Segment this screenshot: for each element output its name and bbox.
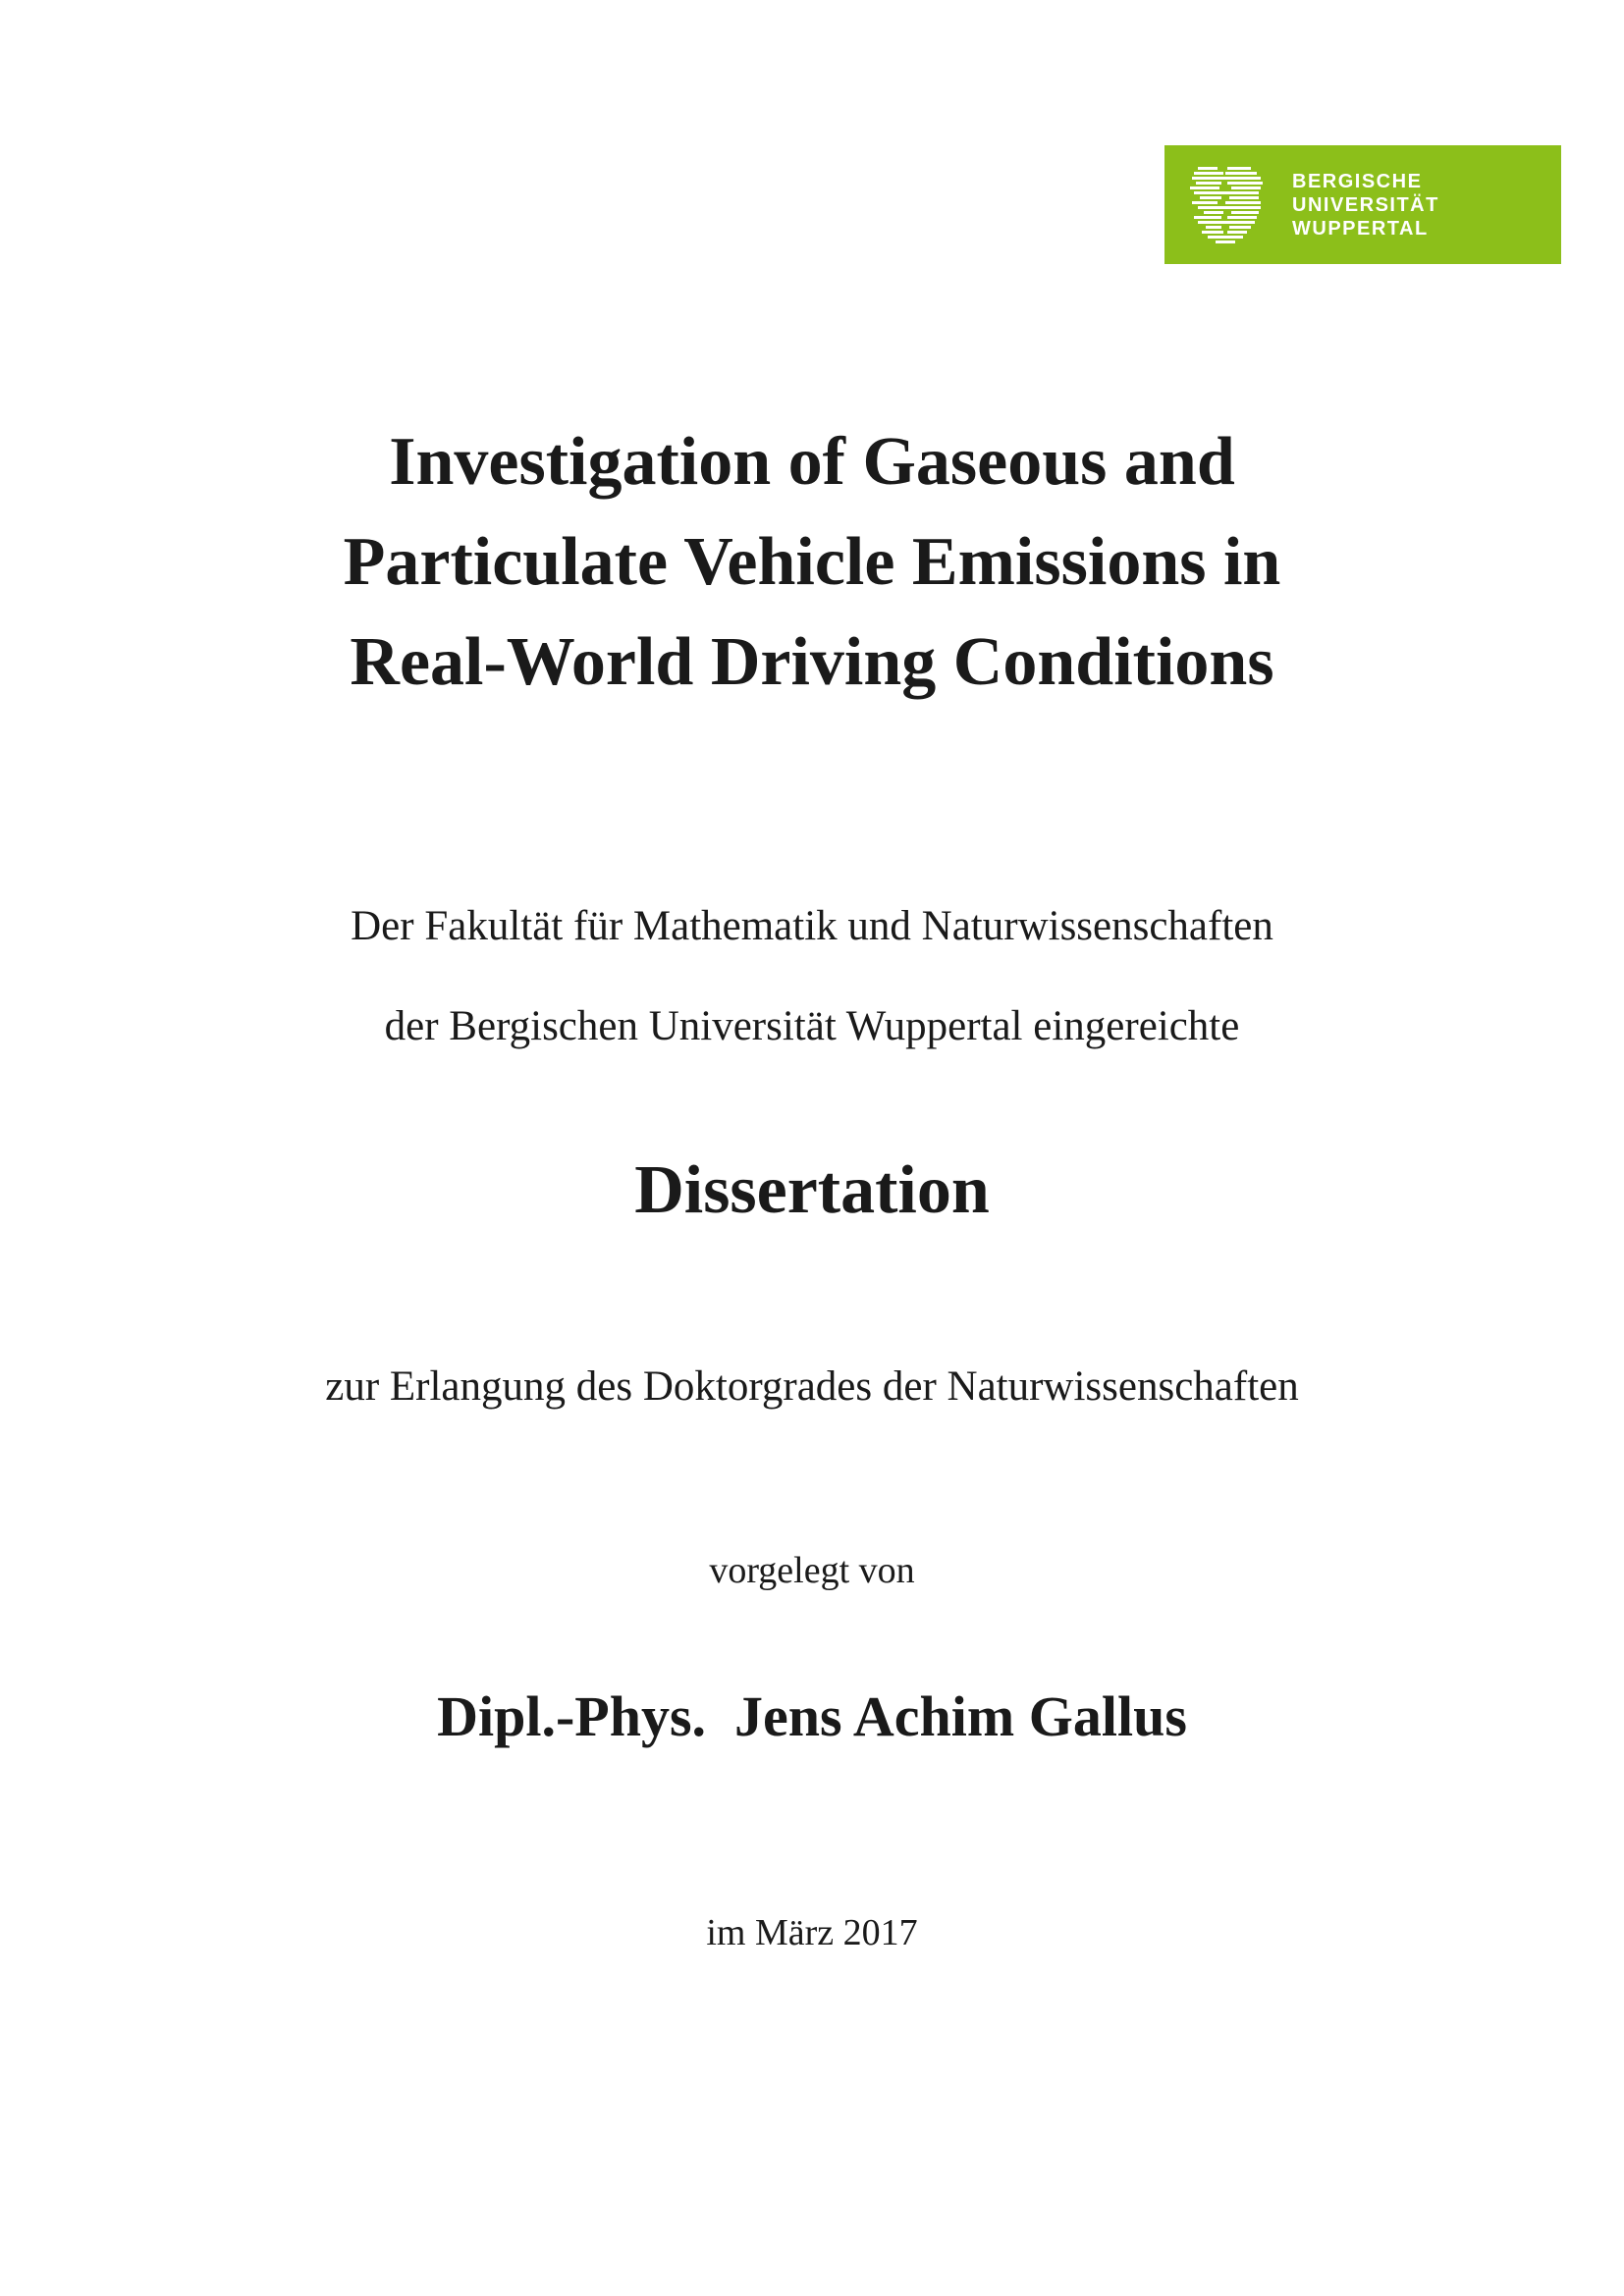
title-line: Investigation of Gaseous and xyxy=(389,424,1235,500)
author-name: Dipl.-Phys. Jens Achim Gallus xyxy=(437,1684,1187,1748)
logo-text-line: BERGISCHE xyxy=(1292,170,1423,192)
title-line: Particulate Vehicle Emissions in xyxy=(343,524,1281,600)
degree-purpose: zur Erlangung des Doktorgrades der Naturwissenschaften xyxy=(325,1363,1299,1410)
document-type: Dissertation xyxy=(634,1152,990,1228)
submission-line: der Bergischen Universität Wuppertal eingereichte xyxy=(384,1003,1240,1049)
submission-line: Der Fakultät für Mathematik und Naturwissenschaften xyxy=(351,903,1273,949)
submission-date: im März 2017 xyxy=(706,1912,918,1953)
presented-by-label: vorgelegt von xyxy=(709,1550,915,1591)
submission-statement xyxy=(0,877,1624,1077)
university-logo xyxy=(1164,145,1561,264)
university-name xyxy=(1292,170,1439,240)
logo-text-line: UNIVERSITÄT xyxy=(1292,193,1439,216)
title-line: Real-World Driving Conditions xyxy=(350,624,1274,700)
logo-text-line: WUPPERTAL xyxy=(1292,217,1429,240)
lion-emblem-icon xyxy=(1188,163,1272,247)
thesis-title xyxy=(0,412,1624,713)
